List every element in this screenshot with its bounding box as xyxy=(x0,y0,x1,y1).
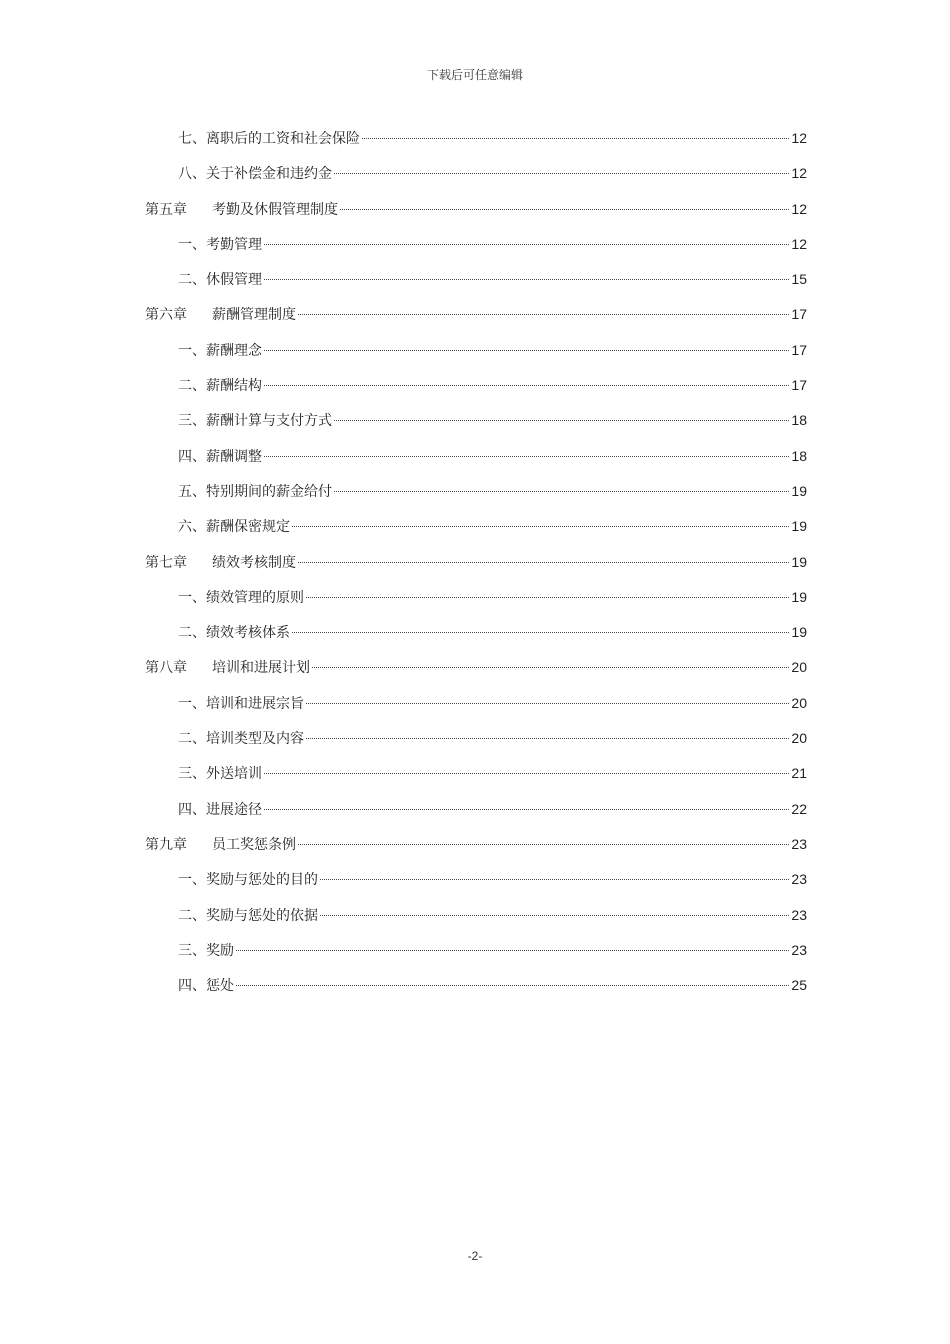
toc-page-number: 12 xyxy=(791,235,807,252)
toc-dot-leader xyxy=(292,526,789,527)
toc-entry-title xyxy=(145,651,310,686)
toc-entry-text: 三、奖励 xyxy=(178,942,234,959)
toc-section-entry[interactable] xyxy=(145,686,807,721)
toc-entry-title xyxy=(178,122,360,157)
toc-dot-leader xyxy=(264,773,789,774)
toc-section-entry[interactable] xyxy=(145,862,807,897)
toc-chapter-entry[interactable] xyxy=(145,827,807,862)
toc-dot-leader xyxy=(236,950,789,951)
toc-entry-title xyxy=(178,934,234,969)
toc-entry-text: 员工奖惩条例 xyxy=(212,836,296,853)
toc-entry-text: 二、休假管理 xyxy=(178,272,262,289)
toc-entry-text: 二、培训类型及内容 xyxy=(178,731,304,748)
page-header-note: 下载后可任意编辑 xyxy=(426,68,523,82)
toc-page-number: 12 xyxy=(791,130,807,146)
toc-chapter-number: 第五章 xyxy=(145,201,187,218)
toc-dot-leader xyxy=(298,844,789,845)
toc-section-entry[interactable] xyxy=(145,933,807,968)
toc-section-entry[interactable] xyxy=(145,509,807,544)
toc-page-number: 21 xyxy=(791,765,807,782)
toc-entry-title xyxy=(178,616,290,651)
toc-section-entry[interactable] xyxy=(145,439,807,474)
toc-chapter-entry[interactable] xyxy=(145,545,807,580)
toc-entry-title xyxy=(178,369,262,404)
toc-page-number: 23 xyxy=(791,871,807,888)
toc-entry-text: 一、考勤管理 xyxy=(178,236,262,253)
toc-dot-leader xyxy=(362,138,789,139)
toc-page-number: 19 xyxy=(791,588,807,605)
toc-entry-title xyxy=(178,793,262,828)
toc-section-entry[interactable] xyxy=(145,121,807,156)
toc-entry-title xyxy=(145,828,296,863)
toc-entry-text: 三、薪酬计算与支付方式 xyxy=(178,413,332,430)
toc-dot-leader xyxy=(306,597,789,598)
toc-section-entry[interactable] xyxy=(145,792,807,827)
toc-dot-leader xyxy=(264,456,789,457)
toc-section-entry[interactable] xyxy=(145,615,807,650)
toc-chapter-number: 第八章 xyxy=(145,660,187,677)
toc-entry-text: 四、进展途径 xyxy=(178,801,262,818)
toc-dot-leader xyxy=(264,279,789,280)
toc-dot-leader xyxy=(264,385,789,386)
toc-entry-text: 一、薪酬理念 xyxy=(178,342,262,359)
toc-entry-text: 一、绩效管理的原则 xyxy=(178,589,304,606)
table-of-contents xyxy=(145,121,807,1003)
toc-page-number: 12 xyxy=(791,165,807,182)
toc-entry-title xyxy=(178,757,262,792)
toc-entry-text: 考勤及休假管理制度 xyxy=(212,201,338,218)
toc-entry-text: 一、奖励与惩处的目的 xyxy=(178,872,318,889)
toc-chapter-entry[interactable] xyxy=(145,192,807,227)
toc-entry-title xyxy=(178,969,234,1004)
toc-chapter-entry[interactable] xyxy=(145,297,807,332)
toc-entry-text: 二、绩效考核体系 xyxy=(178,625,290,642)
page-number: -2- xyxy=(467,1249,483,1263)
toc-entry-text: 六、薪酬保密规定 xyxy=(178,519,290,536)
toc-page-number: 18 xyxy=(791,447,807,464)
toc-entry-text: 绩效考核制度 xyxy=(212,554,296,571)
toc-section-entry[interactable] xyxy=(145,227,807,262)
toc-entry-title xyxy=(178,581,304,616)
toc-entry-text: 八、关于补偿金和违约金 xyxy=(178,166,332,183)
toc-page-number: 19 xyxy=(791,624,807,641)
toc-entry-text: 七、离职后的工资和社会保险 xyxy=(178,131,360,147)
toc-page-number: 19 xyxy=(791,482,807,499)
toc-dot-leader xyxy=(298,562,789,563)
toc-page-number: 17 xyxy=(791,306,807,323)
toc-page-number: 23 xyxy=(791,906,807,923)
toc-dot-leader xyxy=(306,703,789,704)
toc-page-number: 20 xyxy=(791,730,807,747)
toc-entry-text: 二、薪酬结构 xyxy=(178,378,262,395)
toc-chapter-entry[interactable] xyxy=(145,650,807,685)
toc-section-entry[interactable] xyxy=(145,580,807,615)
toc-dot-leader xyxy=(306,738,789,739)
toc-dot-leader xyxy=(292,632,789,633)
toc-chapter-number: 第六章 xyxy=(145,307,187,324)
toc-section-entry[interactable] xyxy=(145,368,807,403)
toc-entry-text: 五、特别期间的薪金给付 xyxy=(178,483,332,500)
toc-entry-text: 培训和进展计划 xyxy=(212,660,310,677)
toc-section-entry[interactable] xyxy=(145,898,807,933)
toc-dot-leader xyxy=(334,420,789,421)
toc-page-number: 17 xyxy=(791,377,807,394)
toc-page-number: 15 xyxy=(791,271,807,288)
toc-entry-title xyxy=(145,546,296,581)
toc-entry-text: 四、惩处 xyxy=(178,978,234,995)
toc-dot-leader xyxy=(264,244,789,245)
toc-entry-title xyxy=(145,298,296,333)
toc-entry-title xyxy=(178,228,262,263)
toc-page-number: 12 xyxy=(791,200,807,217)
toc-dot-leader xyxy=(312,667,789,668)
toc-page-number: 17 xyxy=(791,341,807,358)
toc-entry-title xyxy=(178,687,304,722)
toc-section-entry[interactable] xyxy=(145,968,807,1003)
toc-page-number: 23 xyxy=(791,835,807,852)
toc-page-number: 19 xyxy=(791,518,807,535)
toc-page-number: 18 xyxy=(791,412,807,429)
toc-dot-leader xyxy=(236,985,789,986)
toc-entry-title xyxy=(178,334,262,369)
toc-dot-leader xyxy=(340,209,789,210)
toc-section-entry[interactable] xyxy=(145,756,807,791)
toc-entry-text: 薪酬管理制度 xyxy=(212,307,296,324)
toc-entry-text: 四、薪酬调整 xyxy=(178,448,262,465)
toc-dot-leader xyxy=(264,809,789,810)
toc-entry-text: 三、外送培训 xyxy=(178,766,262,783)
toc-page-number: 25 xyxy=(791,977,807,994)
toc-dot-leader xyxy=(298,314,789,315)
toc-dot-leader xyxy=(320,915,789,916)
toc-entry-text: 二、奖励与惩处的依据 xyxy=(178,907,318,924)
toc-entry-title xyxy=(178,475,332,510)
toc-page-number: 23 xyxy=(791,941,807,958)
toc-dot-leader xyxy=(334,173,789,174)
toc-section-entry[interactable] xyxy=(145,156,807,191)
toc-entry-title xyxy=(178,863,318,898)
toc-section-entry[interactable] xyxy=(145,262,807,297)
toc-page-number: 20 xyxy=(791,659,807,676)
toc-entry-title xyxy=(178,157,332,192)
toc-entry-title xyxy=(145,193,338,228)
toc-section-entry[interactable] xyxy=(145,474,807,509)
toc-entry-title xyxy=(178,510,290,545)
toc-entry-title xyxy=(178,404,332,439)
toc-dot-leader xyxy=(264,350,789,351)
toc-section-entry[interactable] xyxy=(145,333,807,368)
toc-chapter-number: 第七章 xyxy=(145,554,187,571)
toc-page-number: 20 xyxy=(791,694,807,711)
toc-dot-leader xyxy=(334,491,789,492)
toc-entry-title xyxy=(178,263,262,298)
toc-entry-text: 一、培训和进展宗旨 xyxy=(178,695,304,712)
toc-entry-title xyxy=(178,899,318,934)
toc-entry-title xyxy=(178,440,262,475)
toc-dot-leader xyxy=(320,879,789,880)
toc-page-number: 19 xyxy=(791,553,807,570)
toc-section-entry[interactable] xyxy=(145,721,807,756)
toc-entry-title xyxy=(178,722,304,757)
toc-page-number: 22 xyxy=(791,800,807,817)
toc-section-entry[interactable] xyxy=(145,403,807,438)
toc-chapter-number: 第九章 xyxy=(145,836,187,853)
